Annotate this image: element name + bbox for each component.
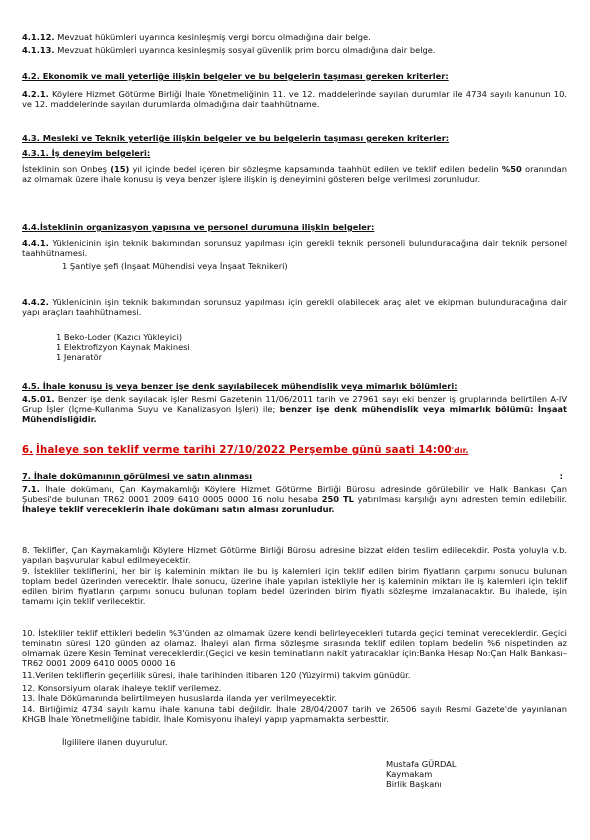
bold-segment: benzer işe denk mühendislik veya mimarlık bölümü: İnşaat Mühendisliğidir. xyxy=(22,404,567,424)
paragraph-text: Benzer işe denk sayılacak işler Resmi Gazetenin 11/06/2011 tarih ve 27961 sayı eki benzer iş gruplarında belirtilen A-IV Grup İşler (İçme-Kullanma Suyu ve Kanalizasyon İşleri) ile; xyxy=(22,394,567,414)
section-14-paragraph: 14. Birliğimiz 4734 sayılı kamu ihale kanuna tabi değildir. İhale 28/04/2007 tarih ve 26506 sayılı Resmi Gazete'de yayınlanan KHGB İhale Yönetmeliğine tabidir. İhale Komisyonu ihaleyi yapıp yapmamakta serbesttir. xyxy=(22,704,567,724)
text-segment: yıl içinde bedel içeren bir sözleşme kapsamında taahhüt edilen ve teklif edilen bedelin xyxy=(129,164,502,174)
amount: 250 TL xyxy=(321,494,354,504)
item-number: 7.1. xyxy=(22,484,40,494)
item-number: 4.1.13. xyxy=(22,45,55,55)
section-11-paragraph: 11.Verilen tekliflerin geçerlilik süresi, ihale tarihinden itibaren 120 (Yüzyirmi) takvim günüdür. xyxy=(22,670,411,680)
paragraph-text: yatırılması karşılığı aynı adresten temin edilebilir. xyxy=(353,494,567,504)
bold-segment: İhaleye teklif vereceklerin ihale dokümanı satın alması zorunludur. xyxy=(22,504,335,514)
item-number: 4.1.12. xyxy=(22,32,55,42)
equipment-item: 1 Elektrofizyon Kaynak Makinesi xyxy=(56,342,190,352)
deadline-text: İhaleye son teklif verme tarihi 27/10/2022 Perşembe günü saati 14:00 xyxy=(36,445,452,456)
paragraph-text: İhale dokümanı, Çan Kaymakamlığı Köylere Hizmet Götürme Birliği Bürosu adresinde görülebilir ve Halk Bankası Çan Şubesi'de bulunan TR62 0001 2009 6410 0005 0000 16 nolu hesaba xyxy=(22,484,567,504)
section-6-deadline xyxy=(22,445,567,456)
section-7-colon: : xyxy=(559,471,563,481)
section-4-2-heading: 4.2. Ekonomik ve mali yeterliğe ilişkin belgeler ve bu belgelerin taşıması gereken kriterler: xyxy=(22,71,449,81)
section-7-title: 7. İhale dokümanının görülmesi ve satın alınması xyxy=(22,471,253,481)
bold-segment: (15) xyxy=(110,164,130,174)
paragraph-text: Yüklenicinin işin teknik bakımından sorunsuz yapılması için gerekli teknik personeli bulunduracağına dair teknik personel taahhütnamesi. xyxy=(22,238,568,258)
section-4-5-01-paragraph xyxy=(22,394,567,424)
section-4-3-1-paragraph xyxy=(22,164,567,184)
closing-line: İlgililere ilanen duyurulur. xyxy=(62,737,168,747)
section-4-3-1-subheading: 4.3.1. İş deneyim belgeleri: xyxy=(22,148,151,158)
section-4-4-heading: 4.4.İsteklinin organizasyon yapısına ve personel durumuna ilişkin belgeler: xyxy=(22,222,375,232)
section-13-paragraph: 13. İhale Dökümanında belirtilmeyen hususlarda ilanda yer verilmeyecektir. xyxy=(22,693,337,703)
text-segment: oranından az olmamak üzere ihale konusu iş veya benzer işlere ilişkin iş deneyimini gösteren belge verilmesi zorunludur. xyxy=(22,164,568,184)
section-9-paragraph: 9. İstekliler tekliflerini, her bir iş kaleminin miktarı ile bu iş kalemleri için teklif edilen birim fiyatların çarpımı sonucu bulunan toplam bedel üzerinden verecektir. İhale sonucu, üzerine ihale yapılan istekliyle her iş kaleminin miktarı ile iş kalemleri için teklif edilen birim fiyatların çarpımı sonucu bulunan toplam bedel üzerinden birim fiyatlı sözleşme imzalanacaktır. Bu ihalede, işin tamamı için teklif verilecektir. xyxy=(22,566,567,606)
item-number: 4.5.01. xyxy=(22,394,55,404)
paragraph-text: Köylere Hizmet Götürme Birliği İhale Yönetmeliğinin 11. ve 12. maddelerinde sayılan durumlar ile 4734 sayılı kanunun 10. ve 12. maddelerinde sayılan durumlarda olmadığına dair taahhütname. xyxy=(22,89,567,109)
deadline-number: 6. xyxy=(22,445,34,456)
item-number: 4.4.1. xyxy=(22,238,49,248)
signatory-title: Kaymakam xyxy=(386,769,433,779)
section-10-paragraph: 10. İstekliler teklif ettikleri bedelin %3'ünden az olmamak üzere kendi belirleyecekleri tutarda geçici teminat vereceklerdir. Geçici teminatın süresi 120 günden az olamaz. İhaleyi alan firma sözleşme sırasında teklif edilen toplam bedelin %6 nispetinden az olmamak üzere Kesin Teminat vereceklerdir.(Geçici ve kesin teminatların nakit yatıracaklar için:Banka Hesap No:Çan Halk Bankası–TR62 0001 2009 6410 0005 0000 16 xyxy=(22,628,567,668)
section-7-1-paragraph xyxy=(22,484,567,514)
bold-segment: %50 xyxy=(501,164,522,174)
equipment-item: 1 Beko-Loder (Kazıcı Yükleyici) xyxy=(56,332,183,342)
item-text: Mevzuat hükümleri uyarınca kesinleşmiş sosyal güvenlik prim borcu olmadığına dair belge. xyxy=(57,45,436,55)
section-4-4-1-paragraph xyxy=(22,238,567,258)
section-12-paragraph: 12. Konsorsiyum olarak ihaleye teklif verilemez. xyxy=(22,683,222,693)
item-4-1-13 xyxy=(22,45,567,55)
deadline-suffix: 'dır. xyxy=(451,446,469,455)
personnel-item: 1 Şantiye şefi (İnşaat Mühendisi veya İnşaat Teknikeri) xyxy=(62,261,288,271)
signature-block xyxy=(386,759,556,789)
section-7-heading xyxy=(22,471,567,481)
item-number: 4.4.2. xyxy=(22,297,49,307)
section-4-5-heading: 4.5. İhale konusu iş veya benzer işe denk sayılabilecek mühendislik veya mimarlık bölümleri: xyxy=(22,381,458,391)
item-4-1-12 xyxy=(22,32,567,42)
equipment-item: 1 Jenaratör xyxy=(56,352,103,362)
text-segment: İsteklinin son Onbeş xyxy=(22,164,111,174)
section-8-paragraph: 8. Teklifler, Çan Kaymakamlığı Köylere Hizmet Götürme Birliği Bürosu adresine bizzat elden teslim edilecekdir. Posta yoluyla v.b. yapılan başvurular kabul edilmeyecektir. xyxy=(22,545,567,565)
section-4-2-1-paragraph xyxy=(22,89,567,109)
equipment-list xyxy=(22,332,567,362)
item-number: 4.2.1. xyxy=(22,89,49,99)
signatory-role: Birlik Başkanı xyxy=(386,779,442,789)
section-4-4-2-paragraph xyxy=(22,297,567,317)
signatory-name: Mustafa GÜRDAL xyxy=(386,759,457,769)
section-4-3-heading: 4.3. Mesleki ve Teknik yeterliğe ilişkin belgeler ve bu belgelerin taşıması gereken kriterler: xyxy=(22,133,450,143)
item-text: Mevzuat hükümleri uyarınca kesinleşmiş vergi borcu olmadığına dair belge. xyxy=(57,32,371,42)
paragraph-text: Yüklenicinin işin teknik bakımından sorunsuz yapılması için gerekli olabilecek araç alet ve ekipman bulunduracağına dair yapı araçları taahhütnamesi. xyxy=(22,297,568,317)
